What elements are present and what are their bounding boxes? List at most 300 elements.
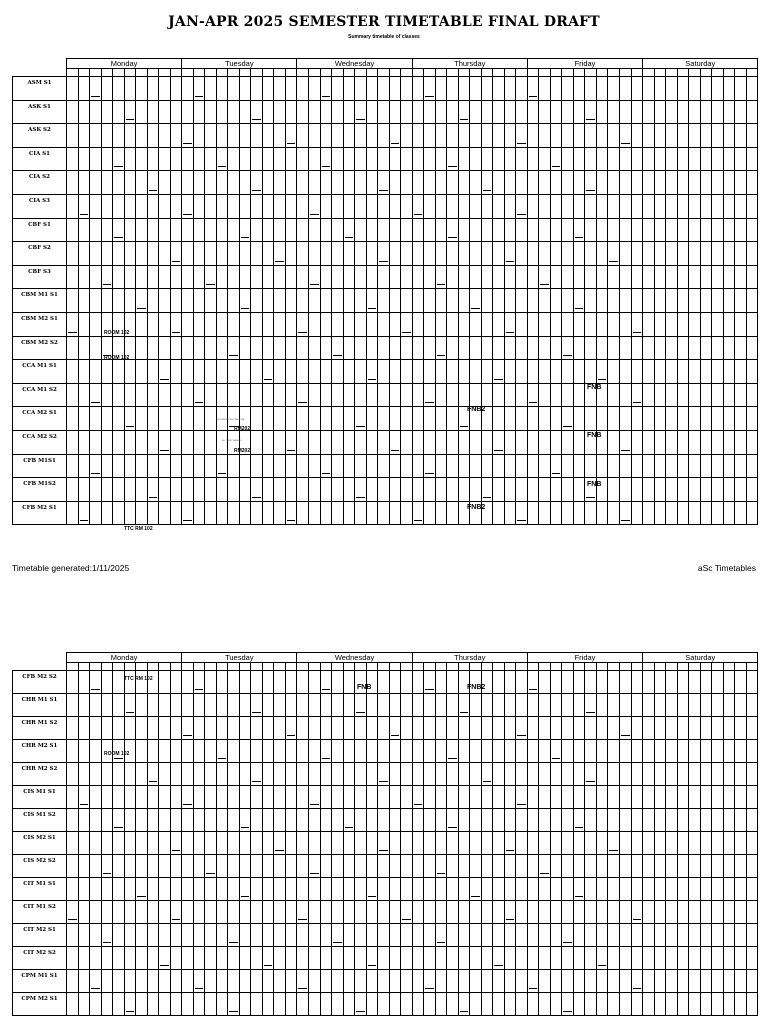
lesson-cell bbox=[470, 147, 482, 171]
lesson-cell bbox=[297, 901, 309, 924]
lesson-cell bbox=[78, 242, 90, 266]
lesson-cell bbox=[700, 478, 712, 502]
lesson-cell bbox=[470, 478, 482, 502]
class-label: CBF S3 bbox=[13, 265, 67, 289]
period-header-cell bbox=[193, 663, 205, 671]
lesson-cell bbox=[170, 478, 182, 502]
lesson-cell bbox=[389, 763, 401, 786]
lesson-cell bbox=[550, 147, 562, 171]
lesson-mark bbox=[425, 689, 434, 690]
period-header-cell bbox=[182, 69, 194, 77]
lesson-cell bbox=[113, 147, 125, 171]
lesson-cell bbox=[677, 242, 689, 266]
room-label: TTC RM 102 bbox=[124, 676, 153, 682]
lesson-cell bbox=[735, 809, 747, 832]
lesson-cell bbox=[285, 218, 297, 242]
lesson-cell bbox=[735, 924, 747, 947]
lesson-cell bbox=[78, 454, 90, 478]
lesson-cell bbox=[101, 265, 113, 289]
lesson-cell bbox=[320, 360, 332, 384]
lesson-cell bbox=[689, 242, 701, 266]
lesson-cell bbox=[262, 383, 274, 407]
lesson-cell bbox=[689, 194, 701, 218]
day-header: Saturday bbox=[643, 59, 758, 69]
lesson-cell bbox=[262, 147, 274, 171]
lesson-cell bbox=[493, 878, 505, 901]
lesson-cell bbox=[170, 740, 182, 763]
lesson-cell bbox=[723, 336, 735, 360]
lesson-cell bbox=[262, 194, 274, 218]
lesson-cell bbox=[159, 924, 171, 947]
lesson-cell bbox=[527, 336, 539, 360]
lesson-cell bbox=[262, 501, 274, 525]
lesson-cell bbox=[700, 194, 712, 218]
lesson-cell bbox=[274, 763, 286, 786]
lesson-cell bbox=[516, 786, 528, 809]
lesson-cell bbox=[516, 383, 528, 407]
lesson-mark bbox=[540, 284, 549, 285]
lesson-cell bbox=[251, 478, 263, 502]
lesson-cell bbox=[585, 312, 597, 336]
lesson-cell bbox=[90, 454, 102, 478]
lesson-cell bbox=[631, 694, 643, 717]
lesson-cell bbox=[320, 924, 332, 947]
lesson-cell bbox=[620, 809, 632, 832]
lesson-cell bbox=[262, 312, 274, 336]
lesson-cell bbox=[366, 947, 378, 970]
lesson-cell bbox=[620, 77, 632, 101]
period-header-cell bbox=[631, 663, 643, 671]
lesson-cell bbox=[251, 360, 263, 384]
class-row bbox=[13, 454, 758, 478]
lesson-cell bbox=[550, 194, 562, 218]
lesson-cell bbox=[735, 289, 747, 313]
lesson-cell bbox=[539, 171, 551, 195]
period-header-cell bbox=[274, 69, 286, 77]
lesson-cell bbox=[424, 77, 436, 101]
lesson-cell bbox=[251, 832, 263, 855]
lesson-cell bbox=[447, 694, 459, 717]
lesson-cell bbox=[90, 478, 102, 502]
lesson-mark bbox=[183, 804, 192, 805]
lesson-cell bbox=[285, 786, 297, 809]
lesson-cell bbox=[136, 855, 148, 878]
lesson-cell bbox=[355, 786, 367, 809]
lesson-cell bbox=[723, 501, 735, 525]
lesson-cell bbox=[516, 924, 528, 947]
lesson-cell bbox=[631, 242, 643, 266]
lesson-cell bbox=[516, 77, 528, 101]
lesson-cell bbox=[539, 194, 551, 218]
lesson-cell bbox=[550, 430, 562, 454]
lesson-cell bbox=[320, 947, 332, 970]
lesson-cell bbox=[389, 924, 401, 947]
lesson-cell bbox=[136, 218, 148, 242]
lesson-cell bbox=[447, 218, 459, 242]
lesson-cell bbox=[735, 694, 747, 717]
lesson-cell bbox=[136, 924, 148, 947]
lesson-cell bbox=[643, 147, 655, 171]
lesson-cell bbox=[700, 218, 712, 242]
page-subtitle: Summary timetable of classes bbox=[348, 34, 420, 40]
lesson-cell bbox=[147, 336, 159, 360]
lesson-cell bbox=[631, 947, 643, 970]
lesson-cell bbox=[182, 993, 194, 1016]
lesson-cell bbox=[124, 694, 136, 717]
lesson-cell bbox=[216, 478, 228, 502]
lesson-mark bbox=[298, 402, 307, 403]
lesson-cell bbox=[723, 171, 735, 195]
lesson-cell bbox=[412, 383, 424, 407]
period-header-cell bbox=[435, 69, 447, 77]
lesson-cell bbox=[297, 970, 309, 993]
lesson-cell bbox=[527, 878, 539, 901]
lesson-cell bbox=[216, 501, 228, 525]
lesson-mark bbox=[391, 735, 400, 736]
lesson-mark bbox=[575, 896, 584, 897]
period-header-cell bbox=[308, 69, 320, 77]
lesson-cell bbox=[159, 360, 171, 384]
lesson-cell bbox=[124, 947, 136, 970]
lesson-cell bbox=[274, 312, 286, 336]
lesson-cell bbox=[746, 289, 758, 313]
lesson-cell bbox=[424, 478, 436, 502]
period-header-cell bbox=[378, 663, 390, 671]
lesson-cell bbox=[274, 501, 286, 525]
fnb2-code: FNB2 bbox=[467, 406, 486, 413]
lesson-cell bbox=[666, 501, 678, 525]
lesson-cell bbox=[412, 289, 424, 313]
lesson-cell bbox=[216, 77, 228, 101]
lesson-cell bbox=[251, 124, 263, 148]
lesson-cell bbox=[159, 947, 171, 970]
lesson-cell bbox=[596, 832, 608, 855]
period-header-cell bbox=[424, 663, 436, 671]
lesson-cell bbox=[677, 289, 689, 313]
lesson-cell bbox=[516, 194, 528, 218]
lesson-cell bbox=[631, 147, 643, 171]
lesson-cell bbox=[435, 832, 447, 855]
lesson-cell bbox=[562, 501, 574, 525]
lesson-cell bbox=[332, 740, 344, 763]
lesson-cell bbox=[147, 77, 159, 101]
lesson-cell bbox=[712, 809, 724, 832]
lesson-cell bbox=[205, 242, 217, 266]
lesson-mark bbox=[425, 402, 434, 403]
lesson-cell bbox=[470, 901, 482, 924]
lesson-cell bbox=[539, 878, 551, 901]
lesson-cell bbox=[297, 194, 309, 218]
lesson-cell bbox=[205, 763, 217, 786]
lesson-cell bbox=[228, 970, 240, 993]
lesson-cell bbox=[677, 809, 689, 832]
lesson-cell bbox=[620, 289, 632, 313]
lesson-cell bbox=[378, 786, 390, 809]
lesson-cell bbox=[355, 878, 367, 901]
lesson-cell bbox=[700, 171, 712, 195]
lesson-cell bbox=[389, 501, 401, 525]
lesson-cell bbox=[170, 671, 182, 694]
lesson-cell bbox=[735, 147, 747, 171]
lesson-cell bbox=[239, 218, 251, 242]
lesson-cell bbox=[723, 901, 735, 924]
lesson-cell bbox=[643, 430, 655, 454]
lesson-cell bbox=[666, 878, 678, 901]
lesson-cell bbox=[539, 289, 551, 313]
lesson-cell bbox=[389, 100, 401, 124]
lesson-cell bbox=[631, 454, 643, 478]
lesson-cell bbox=[401, 194, 413, 218]
lesson-cell bbox=[401, 242, 413, 266]
period-header-cell bbox=[677, 663, 689, 671]
lesson-cell bbox=[746, 671, 758, 694]
lesson-cell bbox=[136, 336, 148, 360]
lesson-cell bbox=[481, 360, 493, 384]
lesson-cell bbox=[170, 993, 182, 1016]
lesson-cell bbox=[262, 763, 274, 786]
lesson-cell bbox=[182, 218, 194, 242]
lesson-cell bbox=[378, 289, 390, 313]
lesson-cell bbox=[239, 478, 251, 502]
lesson-cell bbox=[251, 501, 263, 525]
lesson-cell bbox=[216, 383, 228, 407]
lesson-cell bbox=[631, 407, 643, 431]
lesson-mark bbox=[517, 214, 526, 215]
lesson-mark bbox=[91, 402, 100, 403]
lesson-cell bbox=[677, 501, 689, 525]
lesson-cell bbox=[424, 901, 436, 924]
lesson-cell bbox=[562, 970, 574, 993]
lesson-cell bbox=[677, 171, 689, 195]
lesson-cell bbox=[654, 786, 666, 809]
lesson-cell bbox=[378, 901, 390, 924]
lesson-cell bbox=[596, 100, 608, 124]
lesson-cell bbox=[389, 694, 401, 717]
lesson-cell bbox=[205, 336, 217, 360]
lesson-cell bbox=[136, 717, 148, 740]
lesson-cell bbox=[516, 501, 528, 525]
lesson-cell bbox=[355, 383, 367, 407]
lesson-cell bbox=[735, 832, 747, 855]
lesson-cell bbox=[274, 336, 286, 360]
lesson-cell bbox=[389, 430, 401, 454]
class-label: CFB M1S2 bbox=[13, 478, 67, 502]
lesson-cell bbox=[677, 147, 689, 171]
lesson-cell bbox=[424, 124, 436, 148]
lesson-cell bbox=[332, 360, 344, 384]
lesson-cell bbox=[573, 407, 585, 431]
lesson-cell bbox=[585, 947, 597, 970]
lesson-cell bbox=[389, 360, 401, 384]
lesson-cell bbox=[90, 77, 102, 101]
lesson-cell bbox=[159, 855, 171, 878]
lesson-cell bbox=[216, 763, 228, 786]
lesson-cell bbox=[262, 786, 274, 809]
lesson-cell bbox=[401, 430, 413, 454]
lesson-cell bbox=[239, 993, 251, 1016]
lesson-cell bbox=[735, 717, 747, 740]
lesson-cell bbox=[355, 501, 367, 525]
lesson-cell bbox=[447, 501, 459, 525]
lesson-cell bbox=[643, 809, 655, 832]
lesson-cell bbox=[193, 763, 205, 786]
lesson-cell bbox=[573, 77, 585, 101]
lesson-cell bbox=[366, 993, 378, 1016]
lesson-cell bbox=[182, 878, 194, 901]
lesson-cell bbox=[527, 147, 539, 171]
lesson-cell bbox=[504, 454, 516, 478]
lesson-cell bbox=[366, 218, 378, 242]
lesson-cell bbox=[712, 832, 724, 855]
lesson-cell bbox=[631, 383, 643, 407]
lesson-cell bbox=[712, 671, 724, 694]
class-row bbox=[13, 855, 758, 878]
lesson-cell bbox=[735, 671, 747, 694]
lesson-cell bbox=[320, 242, 332, 266]
period-header-cell bbox=[504, 69, 516, 77]
lesson-cell bbox=[285, 289, 297, 313]
period-header-cell bbox=[516, 663, 528, 671]
lesson-cell bbox=[643, 383, 655, 407]
lesson-cell bbox=[712, 242, 724, 266]
lesson-cell bbox=[366, 763, 378, 786]
lesson-cell bbox=[746, 265, 758, 289]
lesson-cell bbox=[700, 763, 712, 786]
lesson-cell bbox=[677, 478, 689, 502]
lesson-cell bbox=[585, 993, 597, 1016]
lesson-cell bbox=[251, 242, 263, 266]
lesson-cell bbox=[124, 671, 136, 694]
lesson-cell bbox=[712, 763, 724, 786]
lesson-cell bbox=[355, 478, 367, 502]
lesson-cell bbox=[746, 171, 758, 195]
lesson-cell bbox=[700, 430, 712, 454]
lesson-cell bbox=[136, 147, 148, 171]
lesson-cell bbox=[735, 407, 747, 431]
lesson-cell bbox=[67, 100, 79, 124]
lesson-cell bbox=[585, 740, 597, 763]
lesson-cell bbox=[643, 454, 655, 478]
period-header-cell bbox=[470, 69, 482, 77]
lesson-cell bbox=[435, 289, 447, 313]
timetable-page-2 bbox=[12, 652, 757, 1016]
period-header-cell bbox=[90, 69, 102, 77]
lesson-cell bbox=[285, 763, 297, 786]
lesson-cell bbox=[285, 855, 297, 878]
lesson-cell bbox=[677, 947, 689, 970]
lesson-cell bbox=[608, 147, 620, 171]
class-label: CIT M2 S2 bbox=[13, 947, 67, 970]
lesson-cell bbox=[274, 671, 286, 694]
lesson-cell bbox=[712, 312, 724, 336]
class-label: CIS M1 S1 bbox=[13, 786, 67, 809]
lesson-cell bbox=[735, 993, 747, 1016]
period-header-cell bbox=[550, 69, 562, 77]
lesson-cell bbox=[504, 407, 516, 431]
lesson-cell bbox=[677, 924, 689, 947]
lesson-cell bbox=[677, 100, 689, 124]
lesson-cell bbox=[170, 832, 182, 855]
lesson-cell bbox=[493, 855, 505, 878]
lesson-cell bbox=[124, 832, 136, 855]
lesson-cell bbox=[677, 993, 689, 1016]
lesson-cell bbox=[539, 901, 551, 924]
class-row bbox=[13, 289, 758, 313]
lesson-cell bbox=[297, 430, 309, 454]
lesson-cell bbox=[493, 336, 505, 360]
lesson-cell bbox=[285, 171, 297, 195]
lesson-cell bbox=[113, 407, 125, 431]
lesson-cell bbox=[320, 336, 332, 360]
lesson-cell bbox=[205, 194, 217, 218]
lesson-mark bbox=[322, 758, 331, 759]
lesson-cell bbox=[470, 454, 482, 478]
lesson-cell bbox=[332, 717, 344, 740]
lesson-cell bbox=[124, 717, 136, 740]
lesson-cell bbox=[297, 360, 309, 384]
lesson-cell bbox=[620, 242, 632, 266]
lesson-cell bbox=[631, 809, 643, 832]
lesson-cell bbox=[205, 901, 217, 924]
lesson-cell bbox=[401, 740, 413, 763]
lesson-cell bbox=[101, 454, 113, 478]
class-row bbox=[13, 478, 758, 502]
lesson-cell bbox=[504, 832, 516, 855]
lesson-cell bbox=[424, 671, 436, 694]
lesson-cell bbox=[424, 100, 436, 124]
lesson-cell bbox=[424, 694, 436, 717]
lesson-cell bbox=[297, 336, 309, 360]
lesson-cell bbox=[585, 336, 597, 360]
lesson-cell bbox=[320, 124, 332, 148]
lesson-cell bbox=[308, 901, 320, 924]
lesson-cell bbox=[297, 501, 309, 525]
lesson-cell bbox=[585, 809, 597, 832]
period-header-cell bbox=[78, 69, 90, 77]
lesson-cell bbox=[320, 501, 332, 525]
lesson-cell bbox=[458, 430, 470, 454]
lesson-cell bbox=[447, 383, 459, 407]
timetable-grid bbox=[12, 58, 758, 525]
lesson-cell bbox=[424, 763, 436, 786]
lesson-cell bbox=[170, 809, 182, 832]
lesson-cell bbox=[746, 855, 758, 878]
lesson-mark bbox=[252, 781, 261, 782]
period-header-cell bbox=[136, 69, 148, 77]
class-label: CFB M2 S2 bbox=[13, 671, 67, 694]
lesson-cell bbox=[274, 265, 286, 289]
teacher-note: Ms. TERRY SAMBAU bbox=[222, 440, 242, 442]
lesson-cell bbox=[389, 124, 401, 148]
lesson-cell bbox=[343, 855, 355, 878]
period-header-cell bbox=[493, 69, 505, 77]
lesson-cell bbox=[124, 242, 136, 266]
lesson-cell bbox=[539, 832, 551, 855]
lesson-cell bbox=[527, 100, 539, 124]
lesson-cell bbox=[470, 694, 482, 717]
lesson-cell bbox=[136, 671, 148, 694]
lesson-cell bbox=[516, 855, 528, 878]
lesson-cell bbox=[596, 809, 608, 832]
lesson-cell bbox=[700, 717, 712, 740]
lesson-cell bbox=[573, 970, 585, 993]
lesson-cell bbox=[343, 242, 355, 266]
lesson-cell bbox=[435, 124, 447, 148]
lesson-cell bbox=[481, 694, 493, 717]
lesson-cell bbox=[723, 763, 735, 786]
lesson-cell bbox=[504, 878, 516, 901]
lesson-cell bbox=[170, 336, 182, 360]
